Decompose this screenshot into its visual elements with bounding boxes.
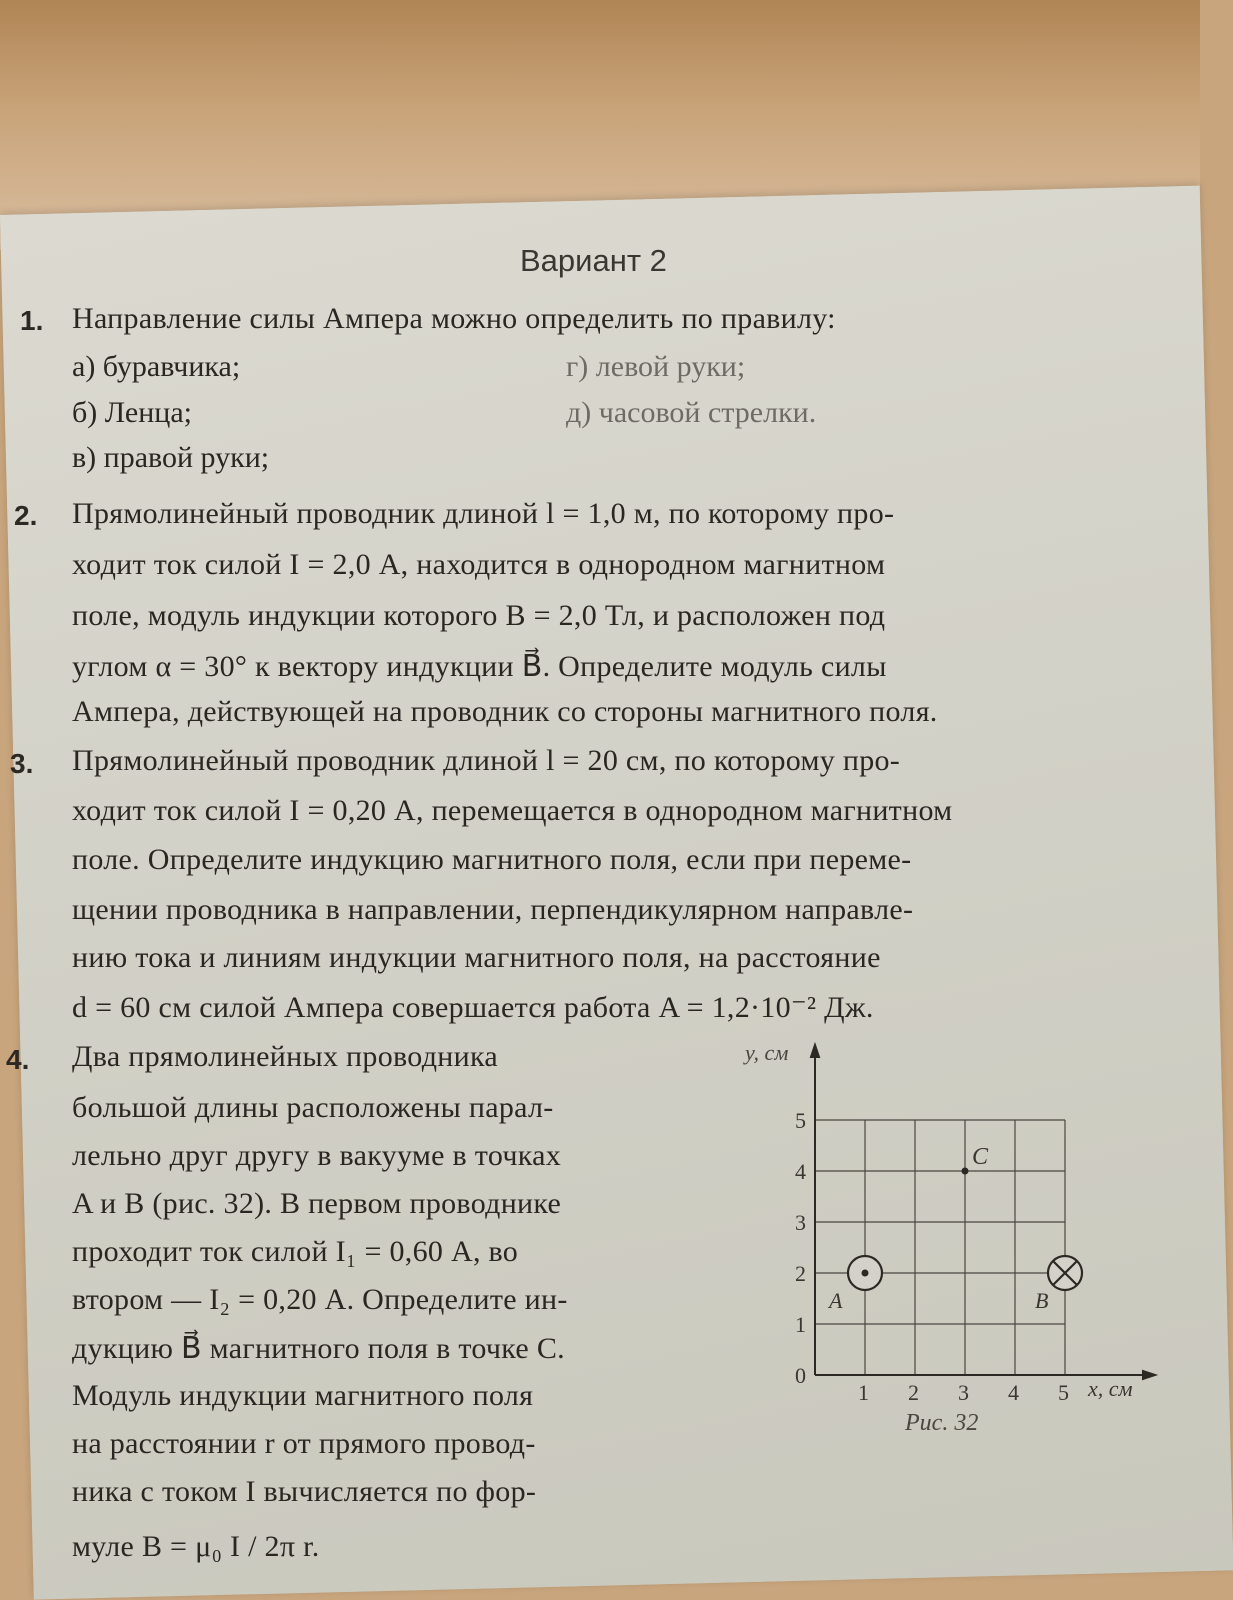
point-b-current-in-icon — [1048, 1256, 1082, 1290]
q4-line-6: втором — I₂ = 0,20 А. Определите ин- — [72, 1283, 568, 1316]
question-4-number: 4. — [6, 1044, 30, 1075]
q1-option-b: б) Ленца; — [72, 396, 192, 429]
q4-line-5: проходит ток силой I₁ = 0,60 А, во — [72, 1235, 519, 1268]
y-tick-1: 1 — [795, 1312, 806, 1337]
figure-caption: Рис. 32 — [905, 1410, 979, 1436]
q2-line-2: ходит ток силой I = 2,0 А, находится в однородном магнитном — [72, 548, 886, 581]
q2-line-5: Ампера, действующей на проводник со стороны магнитного поля. — [72, 695, 938, 728]
figure-32 — [745, 1040, 1185, 1436]
q4-line-9: на расстоянии r от прямого провод- — [72, 1427, 536, 1460]
x-tick-1: 1 — [858, 1380, 869, 1405]
coordinate-grid-figure — [745, 1040, 1185, 1436]
question-1-number: 1. — [20, 305, 44, 336]
point-b-label: B — [1035, 1288, 1049, 1313]
variant-title: Вариант 2 — [520, 243, 667, 278]
question-3-number: 3. — [10, 748, 34, 779]
q2-line-4: углом α = 30° к вектору индукции B⃗. Определите модуль силы — [72, 650, 887, 683]
axes — [811, 1045, 1155, 1379]
q4-line-3: лельно друг другу в вакууме в точках — [72, 1139, 562, 1172]
q4-line-4: A и B (рис. 32). В первом проводнике — [72, 1187, 562, 1220]
y-tick-2: 2 — [795, 1261, 806, 1286]
q1-option-v: в) правой руки; — [72, 441, 270, 474]
q2-line-1: Прямолинейный проводник длиной l = 1,0 м, по которому про- — [72, 497, 895, 530]
q3-line-3: поле. Определите индукцию магнитного поля, если при переме- — [72, 843, 912, 876]
x-tick-5: 5 — [1058, 1380, 1069, 1405]
question-1-text: Направление силы Ампера можно определить по правилу: — [72, 302, 836, 335]
q4-line-10: ника с током I вычисляется по фор- — [72, 1475, 537, 1508]
x-tick-3: 3 — [958, 1380, 969, 1405]
x-axis-label: x, см — [1088, 1376, 1133, 1401]
q2-line-3: поле, модуль индукции которого B = 2,0 Тл, и расположен под — [72, 599, 886, 632]
q4-line-7: дукцию B⃗ магнитного поля в точке C. — [72, 1332, 565, 1365]
question-2-number: 2. — [14, 500, 38, 531]
point-c-dot-icon — [962, 1168, 969, 1175]
point-c-label: C — [972, 1144, 989, 1170]
q1-option-d: д) часовой стрелки. — [566, 396, 817, 429]
y-tick-5: 5 — [795, 1108, 806, 1133]
q3-line-1: Прямолинейный проводник длиной l = 20 см, по которому про- — [72, 744, 901, 777]
y-axis-label: y, см — [745, 1040, 789, 1065]
q3-line-2: ходит ток силой I = 0,20 А, перемещается в однородном магнитном — [72, 794, 953, 827]
point-a-current-out-icon — [848, 1256, 882, 1290]
q1-option-a: а) буравчика; — [72, 350, 241, 383]
q3-line-6: d = 60 см силой Ампера совершается работа A = 1,2·10⁻² Дж. — [72, 991, 874, 1024]
q3-line-4: щении проводника в направлении, перпендикулярном направле- — [72, 893, 914, 926]
q4-line-11: муле B = μ₀ I / 2π r. — [72, 1530, 320, 1563]
y-tick-0: 0 — [795, 1363, 806, 1388]
grid-lines — [815, 1120, 1065, 1375]
point-a-label: A — [829, 1288, 843, 1313]
x-tick-4: 4 — [1008, 1380, 1019, 1405]
q1-option-g: г) левой руки; — [566, 350, 746, 383]
y-tick-3: 3 — [795, 1210, 806, 1235]
q4-line-1: Два прямолинейных проводника — [72, 1040, 499, 1073]
q4-line-8: Модуль индукции магнитного поля — [72, 1379, 534, 1412]
q4-line-2: большой длины расположены парал- — [72, 1091, 554, 1124]
q3-line-5: нию тока и линиям индукции магнитного поля, на расстояние — [72, 941, 881, 974]
y-tick-4: 4 — [795, 1159, 806, 1184]
x-tick-2: 2 — [908, 1380, 919, 1405]
